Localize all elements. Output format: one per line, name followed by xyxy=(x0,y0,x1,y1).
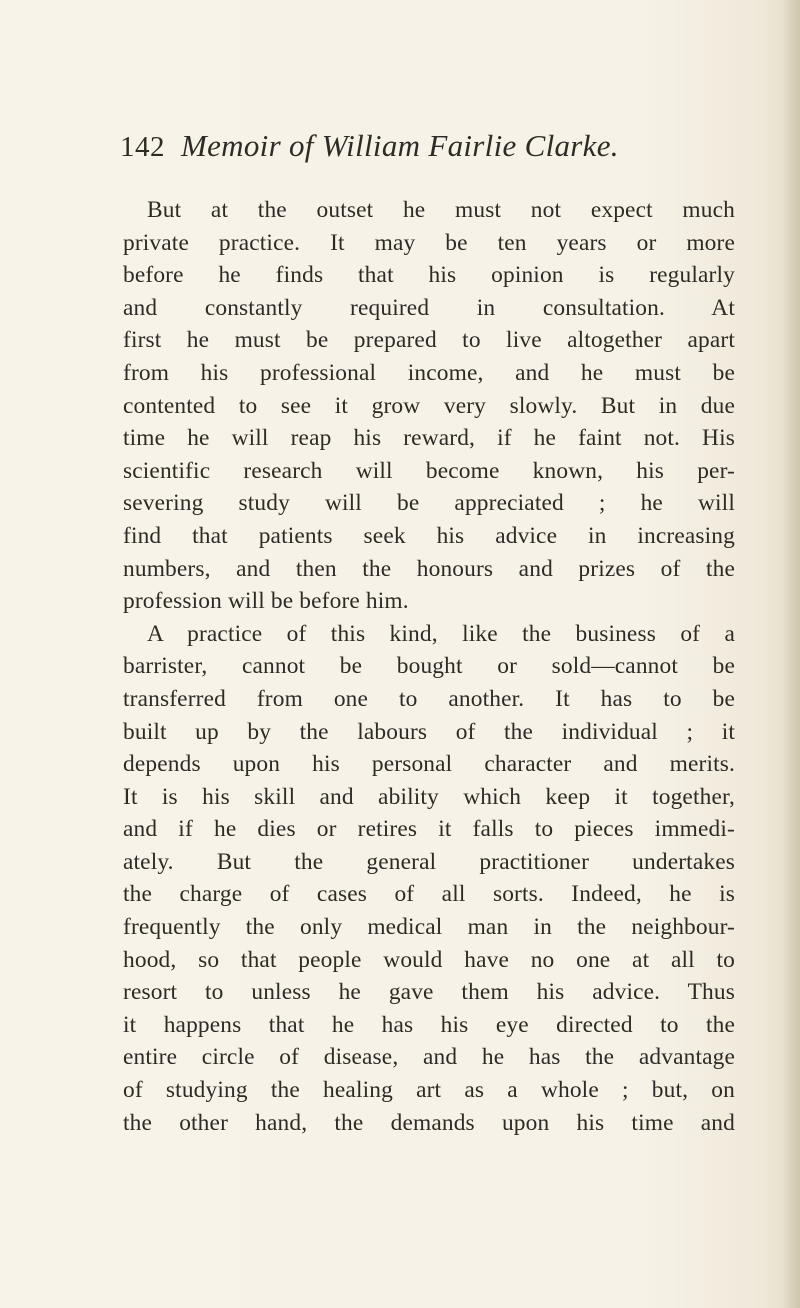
running-title: Memoir of William Fairlie Clarke. xyxy=(181,128,619,163)
text-line: resort to unless he gave them his advice. Thus xyxy=(123,979,735,1006)
text-line: private practice. It may be ten years or more xyxy=(123,229,735,256)
running-head xyxy=(120,128,740,172)
text-line: It is his skill and ability which keep it together, xyxy=(123,783,735,810)
text-line: find that patients seek his advice in increasing xyxy=(123,522,735,549)
text-line: transferred from one to another. It has to be xyxy=(123,685,735,712)
text-line: hood, so that people would have no one at all to xyxy=(123,946,735,973)
text-line: ately. But the general practitioner undertakes xyxy=(123,848,735,875)
text-line: first he must be prepared to live altogether apart xyxy=(123,327,735,354)
text-line: A practice of this kind, like the business of a xyxy=(147,620,735,647)
text-line: it happens that he has his eye directed to the xyxy=(123,1011,735,1038)
text-line: from his professional income, and he must be xyxy=(123,359,735,386)
text-line: contented to see it grow very slowly. But in due xyxy=(123,392,735,419)
text-line: the charge of cases of all sorts. Indeed, he is xyxy=(123,881,735,908)
text-line: time he will reap his reward, if he faint not. His xyxy=(123,425,735,452)
text-line: the other hand, the demands upon his time and xyxy=(123,1109,735,1136)
text-line: built up by the labours of the individual ; it xyxy=(123,718,735,745)
text-line: before he finds that his opinion is regularly xyxy=(123,262,735,289)
page-edge-shadow xyxy=(782,0,800,1308)
text-line: and if he dies or retires it falls to pieces immedi- xyxy=(123,816,735,843)
text-line: entire circle of disease, and he has the advantage xyxy=(123,1044,735,1071)
page-number: 142 xyxy=(120,131,165,163)
text-line: severing study will be appreciated ; he will xyxy=(123,490,735,517)
text-line: profession will be before him. xyxy=(123,588,409,615)
text-line: barrister, cannot be bought or sold—cannot be xyxy=(123,653,735,680)
text-line: and constantly required in consultation. At xyxy=(123,294,735,321)
text-line: numbers, and then the honours and prizes of the xyxy=(123,555,735,582)
text-line: depends upon his personal character and merits. xyxy=(123,751,735,778)
text-line: of studying the healing art as a whole ; but, on xyxy=(123,1077,735,1104)
text-line: frequently the only medical man in the neighbour- xyxy=(123,914,735,941)
text-line: scientific research will become known, his per- xyxy=(123,457,735,484)
text-line: But at the outset he must not expect much xyxy=(147,197,735,223)
body-text xyxy=(123,194,735,1139)
